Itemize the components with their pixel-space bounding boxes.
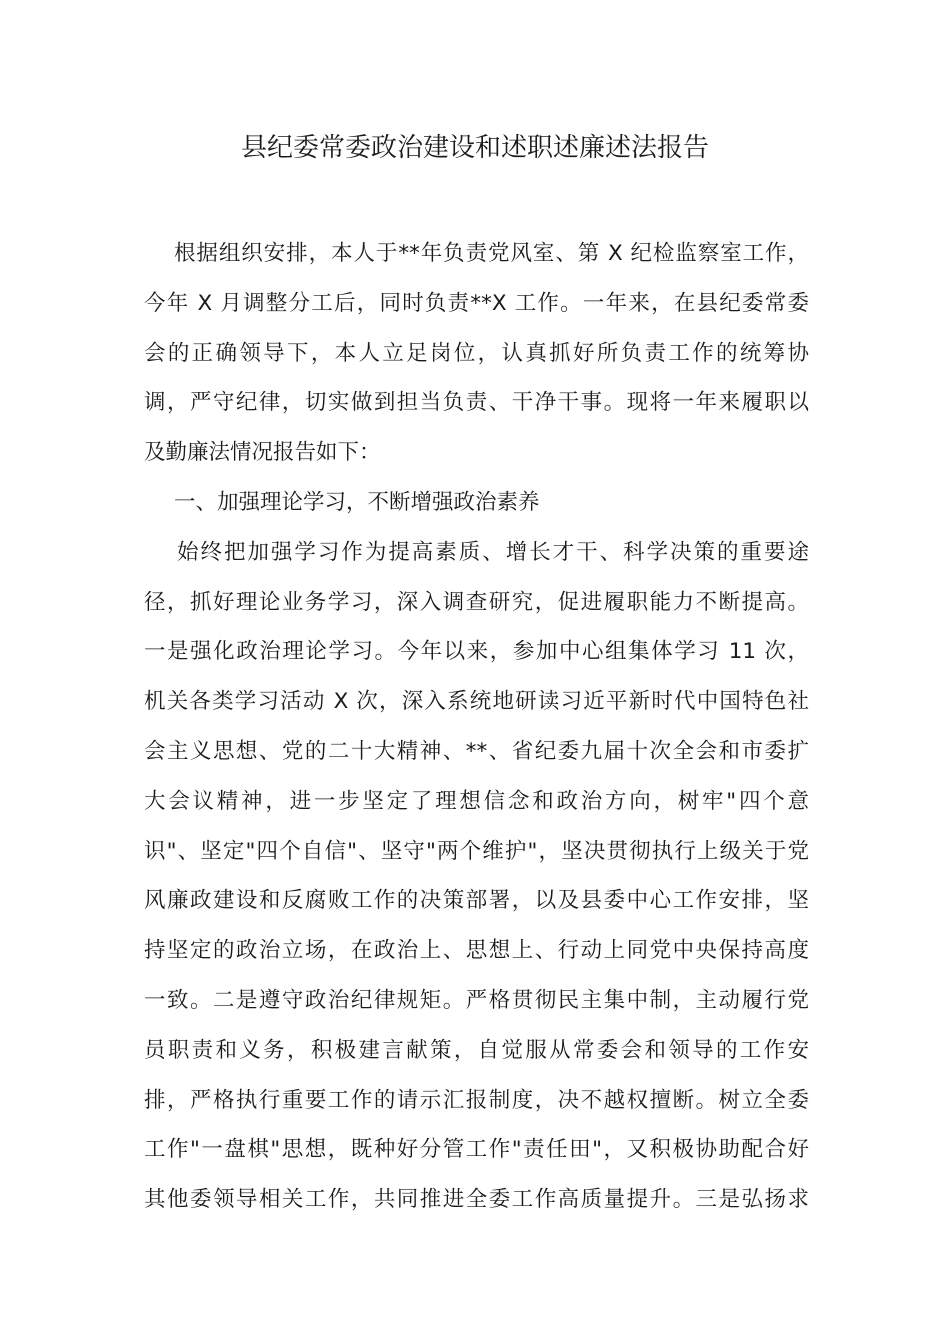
paragraph-line: 风廉政建设和反腐败工作的决策部署，以及县委中心工作安排，坚 [144,888,809,914]
paragraph-line: 工作"一盘棋"思想，既种好分管工作"责任田"，又积极协助配合好 [144,1137,809,1163]
paragraph-line: 会的正确领导下，本人立足岗位，认真抓好所负责工作的统筹协 [144,340,809,366]
paragraph-line: 排，严格执行重要工作的请示汇报制度，决不越权擅断。树立全委 [144,1087,809,1113]
paragraph-line: 其他委领导相关工作，共同推进全委工作高质量提升。三是弘扬求 [144,1187,809,1213]
paragraph-line: 今年 X 月调整分工后，同时负责**X 工作。一年来，在县纪委常委 [144,290,809,316]
paragraph-line: 及勤廉法情况报告如下： [144,440,381,466]
paragraph-line: 径，抓好理论业务学习，深入调查研究，促进履职能力不断提高。 [144,589,809,615]
paragraph-line: 员职责和义务，积极建言献策，自觉服从常委会和领导的工作安 [144,1037,809,1063]
paragraph-line: 调，严守纪律，切实做到担当负责、干净干事。现将一年来履职以 [144,390,809,416]
paragraph-line: 持坚定的政治立场，在政治上、思想上、行动上同党中央保持高度 [144,938,809,964]
paragraph-line: 会主义思想、党的二十大精神、**、省纪委九届十次全会和市委扩 [144,738,809,764]
document-title: 县纪委常委政治建设和述职述廉述法报告 [240,133,709,163]
document-body [144,229,809,1225]
paragraph-line: 始终把加强学习作为提高素质、增长才干、科学决策的重要途 [177,539,809,565]
section-heading: 一、加强理论学习，不断增强政治素养 [174,489,540,515]
paragraph-line: 识"、坚定"四个自信"、坚守"两个维护"，坚决贯彻执行上级关于党 [144,838,809,864]
paragraph-line: 一致。二是遵守政治纪律规矩。严格贯彻民主集中制，主动履行党 [144,987,809,1013]
paragraph-line: 根据组织安排，本人于**年负责党风室、第 X 纪检监察室工作， [174,241,809,266]
paragraph-line: 大会议精神，进一步坚定了理想信念和政治方向，树牢"四个意 [144,788,809,814]
paragraph-line: 机关各类学习活动 X 次，深入系统地研读习近平新时代中国特色社 [144,689,809,715]
paragraph-line: 一是强化政治理论学习。今年以来，参加中心组集体学习 11 次， [144,639,809,665]
